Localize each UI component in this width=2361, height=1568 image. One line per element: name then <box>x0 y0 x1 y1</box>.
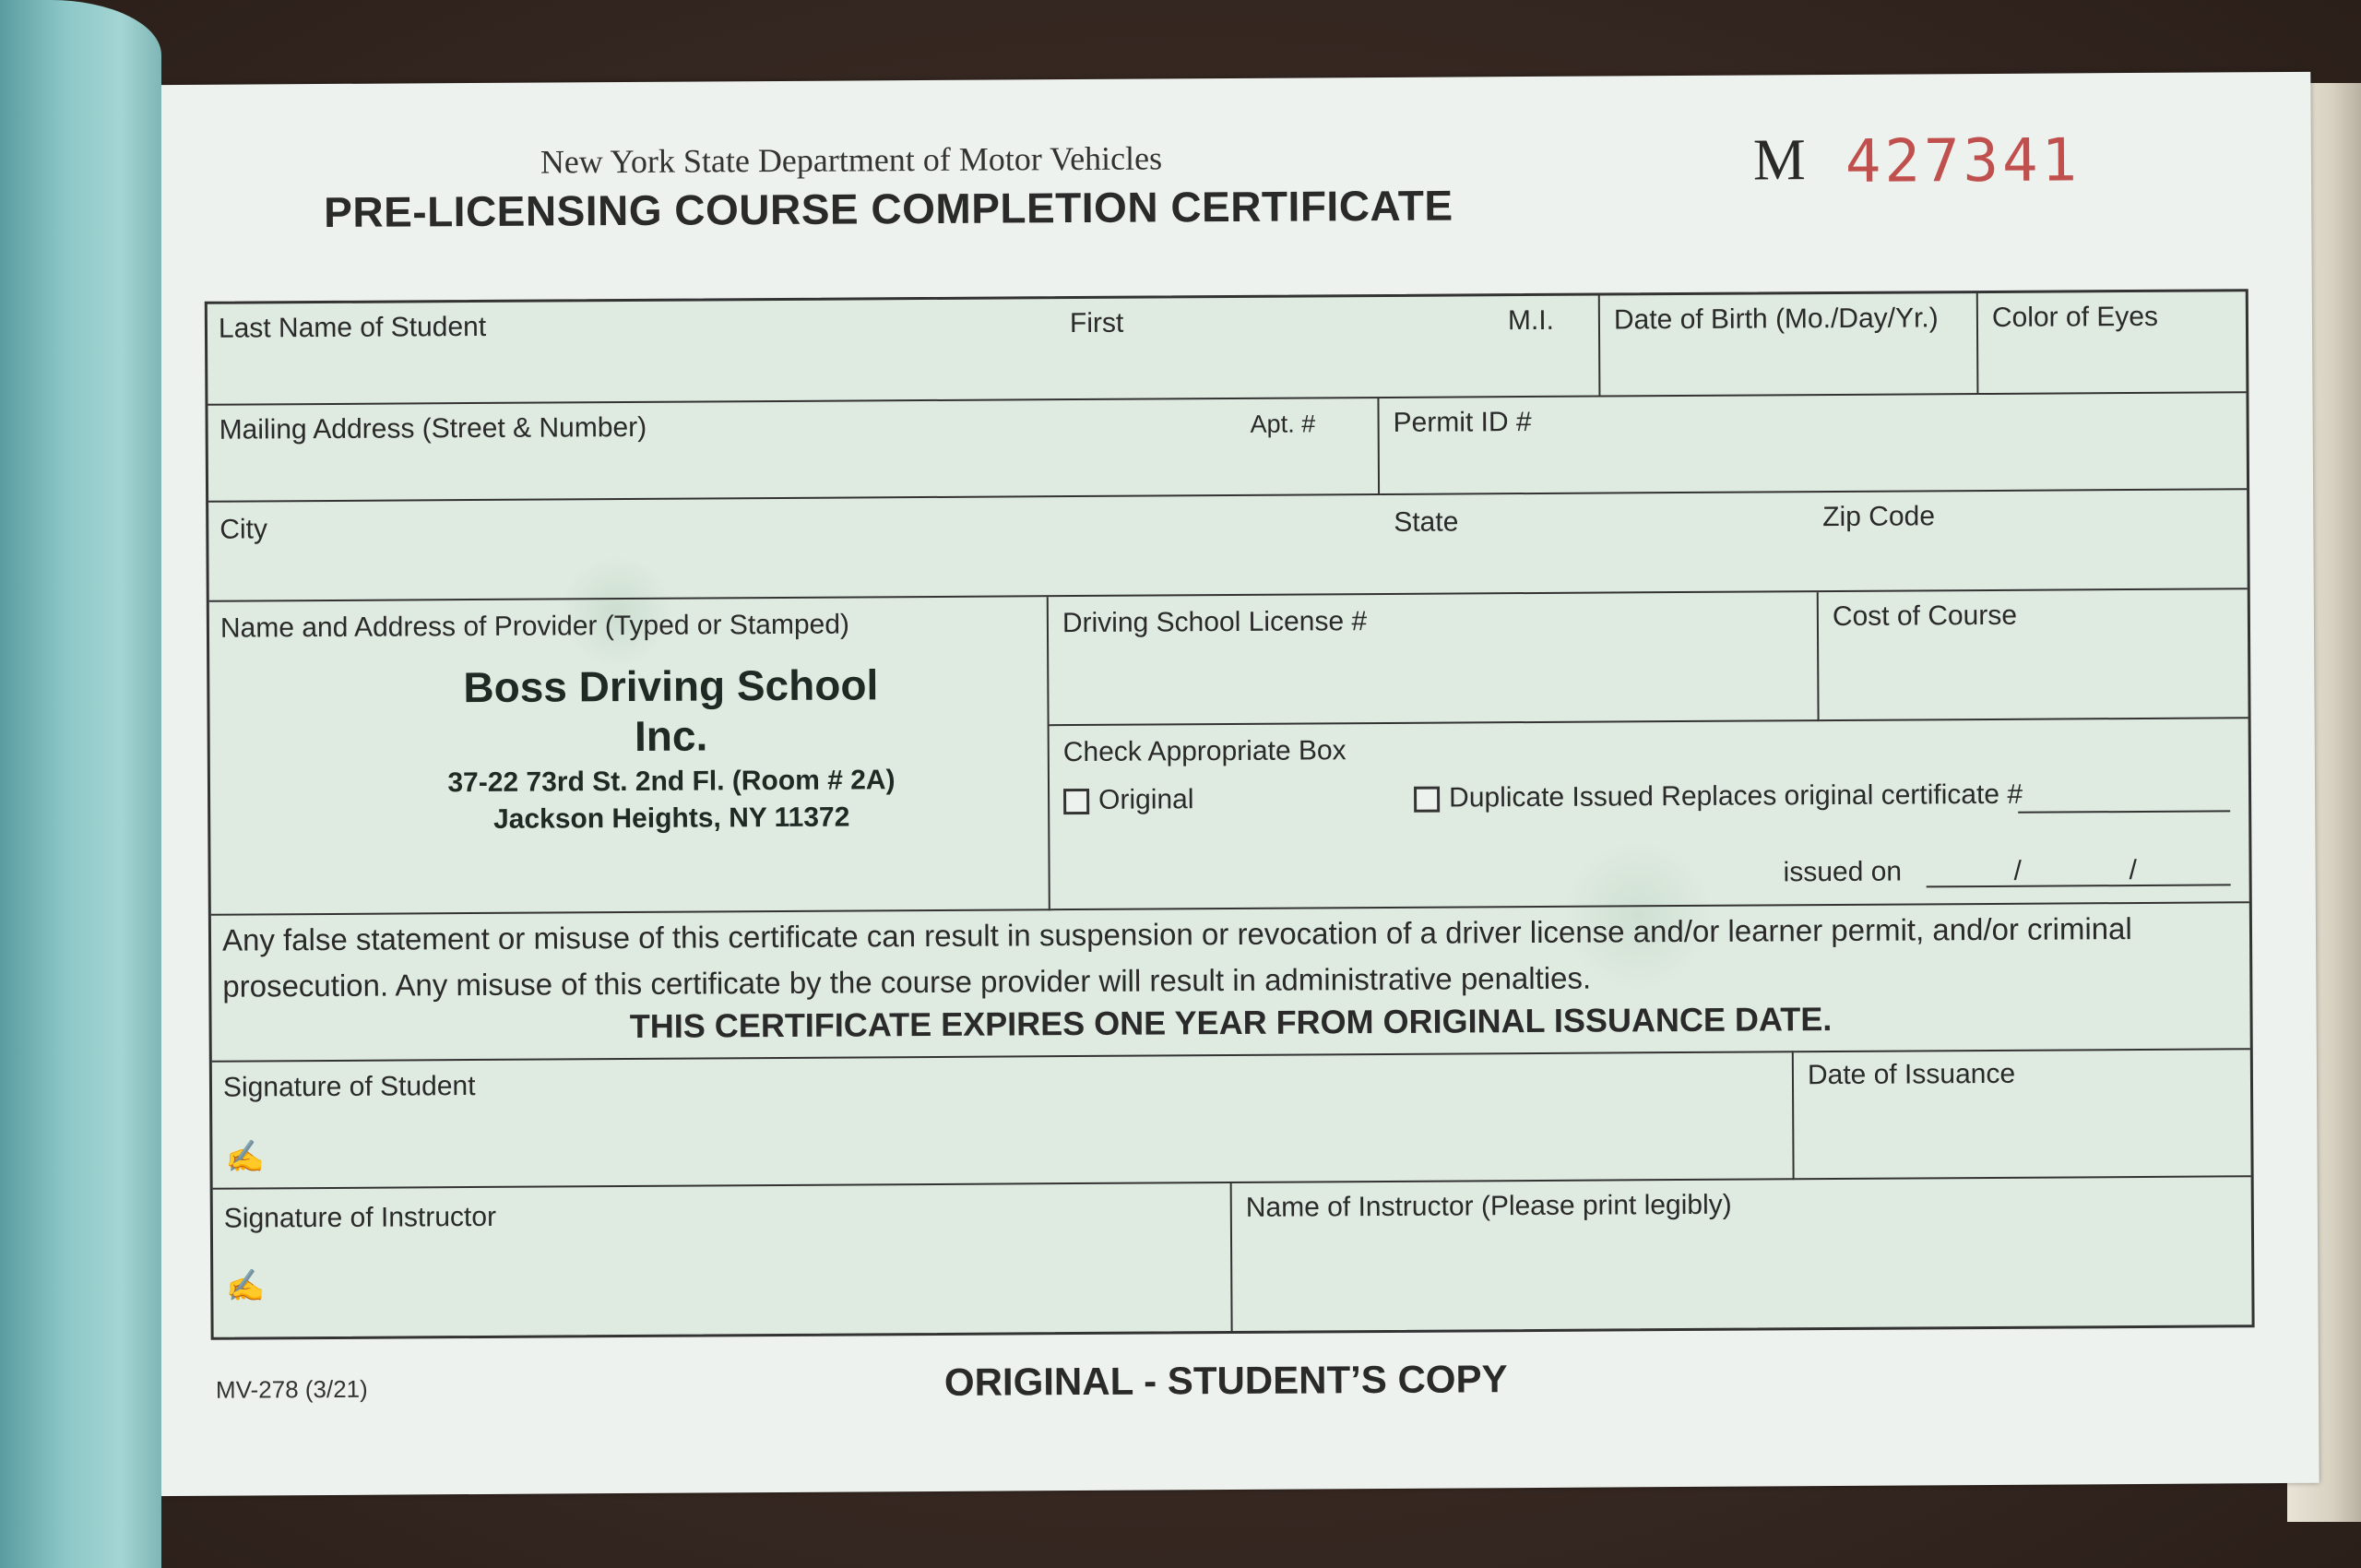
duplicate-option[interactable] <box>1414 779 2023 814</box>
writing-hand-icon: ✍ <box>226 1268 266 1304</box>
writing-hand-icon: ✍ <box>225 1139 265 1175</box>
checkbox-icon[interactable] <box>1414 787 1440 813</box>
instructor-name-label: Name of Instructor (Please print legibly) <box>1245 1189 1732 1223</box>
dob-label: Date of Birth (Mo./Day/Yr.) <box>1613 303 1939 336</box>
department-header: New York State Department of Motor Vehicles <box>540 139 1163 181</box>
certificate-sheet <box>143 72 2319 1496</box>
warning-text: Any false statement or misuse of this certificate can result in suspension or revocation of a driver license and/or learner permit, and/or criminal prosecution. Any misuse of this certificate by the course provider will result in administrative penalties. <box>221 911 2132 1004</box>
middle-initial-label: M.I. <box>1507 304 1555 337</box>
mailing-address-label: Mailing Address (Street & Number) <box>219 411 647 445</box>
form-grid <box>205 289 2255 1340</box>
certificate-title: PRE-LICENSING COURSE COMPLETION CERTIFICATE <box>324 181 1453 236</box>
permit-id-label: Permit ID # <box>1393 407 1532 438</box>
student-signature-label: Signature of Student <box>222 1071 476 1103</box>
provider-address-line1: 37-22 73rd St. 2nd Fl. (Room # 2A) <box>447 765 896 799</box>
serial-prefix: M <box>1752 126 1806 193</box>
booklet-cover <box>0 0 161 1568</box>
issuance-date-label: Date of Issuance <box>1807 1058 2016 1091</box>
zip-code-label: Zip Code <box>1822 501 1936 533</box>
issued-on-label: issued on <box>1783 856 1903 888</box>
date-slash-2: / <box>2129 855 2138 886</box>
date-slash-1: / <box>2013 855 2023 886</box>
cost-label: Cost of Course <box>1832 600 2018 633</box>
instructor-signature-label: Signature of Instructor <box>223 1201 497 1234</box>
provider-stamp <box>421 659 920 836</box>
original-option[interactable] <box>1063 784 1194 816</box>
original-option-label: Original <box>1098 784 1194 815</box>
check-box-label: Check Appropriate Box <box>1062 735 1347 768</box>
apt-label: Apt. # <box>1250 410 1316 438</box>
eye-color-label: Color of Eyes <box>1991 301 2159 333</box>
school-license-label: Driving School License # <box>1062 606 1368 639</box>
expiry-notice: THIS CERTIFICATE EXPIRES ONE YEAR FROM ORIGINAL ISSUANCE DATE. <box>629 1000 1833 1045</box>
provider-address-line2: Jackson Heights, NY 11372 <box>492 802 850 835</box>
serial-number: 427341 <box>1845 126 2082 196</box>
provider-name: Boss Driving School Inc. <box>463 660 879 760</box>
first-name-label: First <box>1069 307 1124 339</box>
copy-label: ORIGINAL - STUDENT’S COPY <box>943 1357 1508 1404</box>
provider-label: Name and Address of Provider (Typed or Stamped) <box>219 609 850 644</box>
city-state-zip-cell[interactable] <box>208 490 2248 601</box>
state-label: State <box>1394 506 1459 538</box>
checkbox-icon[interactable] <box>1063 789 1089 814</box>
form-code: MV-278 (3/21) <box>215 1374 368 1404</box>
duplicate-option-label: Duplicate Issued Replaces original certificate # <box>1448 778 2023 814</box>
city-label: City <box>219 514 268 545</box>
last-name-label: Last Name of Student <box>218 311 487 344</box>
